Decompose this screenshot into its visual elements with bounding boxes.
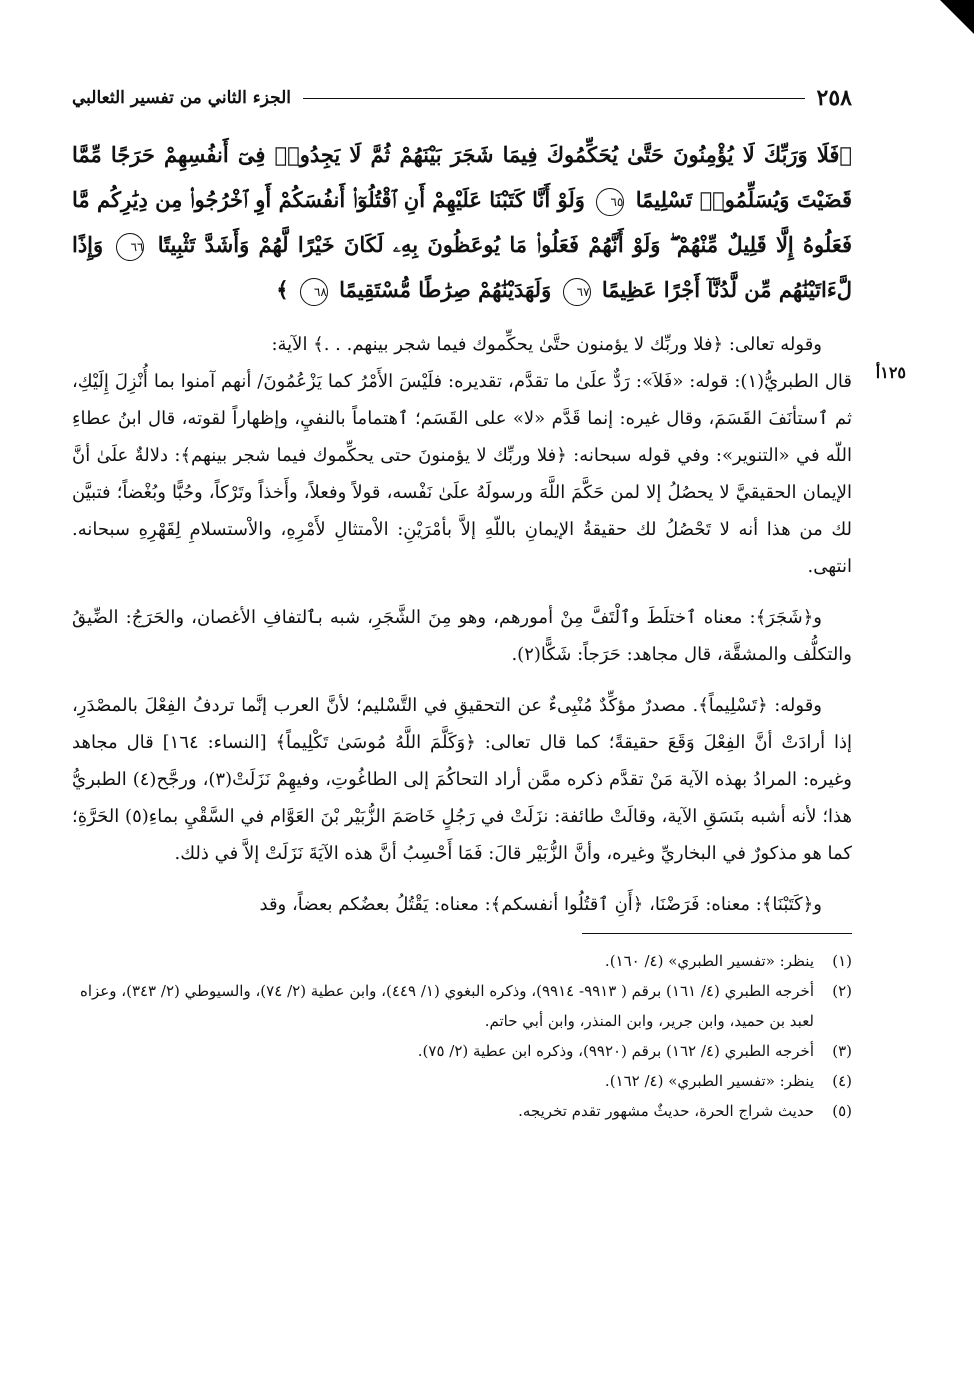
- verse-text: ﴿فَلَا وَرَبِّكَ لَا يُؤْمِنُونَ حَتَّىٰ يُحَكِّمُوكَ فِيمَا شَجَرَ بَيْنَهُمْ ثُمَّ لَا يَجِدُوا۟ فِىٓ أَنفُسِهِمْ حَرَجًا مِّمَّا قَضَيْتَ وَيُسَلِّمُوا۟ تَسْلِيمًا: [72, 142, 853, 212]
- footnote-text: ينظر: «تفسير الطبري» (٤/ ١٦٢).: [604, 1072, 814, 1090]
- commentary-paragraph: و﴿شَجَرَ﴾: معناه ٱختلَطَ وٱلْتَفَّ مِنْ أمورهم، وهو مِنَ الشَّجَرِ، شبه بٱلتفافِ الأغصان، والحَرَجُ: الضِّيقُ والتكلُّف والمشقَّة، قال مجاهد: حَرَجاً: شَكًّا(٢).: [72, 607, 852, 665]
- footnote: [72, 976, 852, 1036]
- header-rule: [303, 98, 805, 99]
- verse-text: وَلَوْ أَنَّا كَتَبْنَا عَلَيْهِمْ أَنِ ٱقْتُلُوٓا۟ أَنفُسَكُمْ أَوِ ٱخْرُجُوا۟ مِن دِيَٰرِكُم مَّا فَعَلُوهُ إِلَّا قَلِيلٌ مِّنْهُمْ ۖ وَلَوْ أَنَّهُمْ فَعَلُوا۟ مَا يُوعَظُونَ بِهِۦ لَكَانَ خَيْرًا لَّهُمْ وَأَشَدَّ تَثْبِيتًا: [72, 187, 853, 257]
- footnote: [72, 1096, 852, 1126]
- ayah-number-marker: ٦٧: [563, 278, 591, 306]
- footnote-text: أخرجه الطبري (٤/ ١٦١) برقم ( ٩٩١٣- ٩٩١٤)، وذكره البغوي (١/ ٤٤٩)، وابن عطية (٢/ ٧٤)، والسيوطي (٢/ ٣٤٣)، وعزاه لعبد بن حميد، وابن جرير، وابن المنذر، وابن أبي حاتم.: [79, 982, 814, 1030]
- page-number: ٢٥٨: [816, 85, 852, 111]
- footnote-text: ينظر: «تفسير الطبري» (٤/ ١٦٠).: [604, 952, 814, 970]
- footnote-separator: [582, 933, 852, 934]
- page-corner-mark: [940, 0, 974, 34]
- footnote-number: (٣): [832, 1042, 852, 1060]
- footnote-number: (٢): [832, 982, 852, 1000]
- ayah-number-marker: ٦٥: [596, 188, 624, 216]
- footnote-number: (٥): [832, 1102, 852, 1120]
- verse-text: وَإِذًا لَّءَاتَيْنَٰهُم مِّن لَّدُنَّآ أَجْرًا عَظِيمًا: [72, 232, 852, 302]
- footnote-number: (٤): [832, 1072, 852, 1090]
- quran-verses: [72, 132, 852, 312]
- running-header: [72, 78, 852, 118]
- commentary-paragraph: وقوله تعالى: ﴿فلا وربِّك لا يؤمنون حتَّىٰ يحكِّموك فيما شجر بينهم. . .﴾ الآية:: [271, 334, 822, 355]
- ayah-number-marker: ٦٦: [116, 233, 144, 261]
- footnote-text: حديث شراج الحرة، حديثٌ مشهور تقدم تخريجه.: [518, 1102, 814, 1120]
- book-page: [72, 78, 906, 1126]
- running-title: الجزء الثاني من تفسير الثعالبي: [72, 88, 291, 108]
- footnotes: [72, 946, 852, 1126]
- ayah-number-marker: ٦٨: [300, 278, 328, 306]
- commentary-paragraph: قال الطبريُّ(١): قوله: «فَلاَ»: رَدٌّ علَىٰ ما تقدَّم، تقديره: فلَيْسَ الأَمْرُ كما يَزْعُمُونَ/ أنهم آمنوا بما أُنْزِلَ إِلَيْكِ، ثم ٱستأنَفَ القَسَمَ، وقال غيره: إنما قَدَّم «لا» على القَسَم؛ ٱهتماماً بالنفيِ، وإظهاراً لقوته، قال ابنُ عطاءِ اللّه في «التنوير»: وفي قوله سبحانه: ﴿فلا وربِّك لا يؤمنونَ حتى يحكِّموك فيما شجر بينهم﴾: دلالةٌ علَىٰ أنَّ الإيمان الحقيقيَّ لا يحصُلُ إلا لمن حَكَّمَ اللَّهَ ورسولَهُ علَىٰ نَفْسه، قولاً وفعلاً، وأَخذاً وتَرْكاً، وحُبًّا وبُغْضاً؛ فتبيَّن لك من هذا أنه لا تَحْصُلُ لك حقيقةُ الإيمانِ باللّهِ إلاَّ بأمْرَيْنِ: الاْمتثالِ لأَمْرِهِ، والاْستسلامِ لِقَهْرِهِ سبحانه. انتهى.: [72, 371, 852, 577]
- margin-folio-number: ١٢٥أ: [875, 363, 906, 382]
- footnote-text: أخرجه الطبري (٤/ ١٦٢) برقم (٩٩٢٠)، وذكره ابن عطية (٢/ ٧٥).: [417, 1042, 814, 1060]
- footnote-number: (١): [832, 952, 852, 970]
- commentary-paragraph: وقوله: ﴿تَسْلِيماً﴾. مصدرٌ مؤكِّدٌ مُنْبِىءٌ عن التحقيقِ في التَّسْليم؛ لأنَّ العرب إنَّما تردفُ الفِعْلَ بالمصْدَرِ، إذا أرادَتْ أنَّ الفِعْلَ وَقَعَ حقيقةً؛ كما قال تعالى: ﴿وَكَلَّمَ اللَّهُ مُوسَىٰ تَكْلِيماً﴾ [النساء: ١٦٤] قال مجاهد وغيره: المرادُ بهذه الآية مَنْ تقدَّم ذكره ممَّن أراد التحاكُمَ إلى الطاغُوتِ، وفيهِمْ نَزَلَتْ(٣)، ورجَّح(٤) الطبريُّ هذا؛ لأنه أشبه بنَسَقِ الآية، وقالَتْ طائفة: نزَلَتْ في رَجُلٍ خَاصَمَ الزُّبَيْر بْنَ العَوَّام في السَّقْيِ بماءِ(٥) الحَرَّةِ؛ كما هو مذكورٌ في البخاريِّ وغيره، وأنَّ الزُّبَيْر قالَ: فَمَا أَحْسِبُ أنَّ هذه الآيَةَ نَزَلَتْ إلاَّ في ذلك.: [72, 695, 852, 864]
- verse-text: وَلَهَدَيْنَٰهُمْ صِرَٰطًا مُّسْتَقِيمًا: [339, 277, 552, 302]
- footnote: [72, 946, 852, 976]
- footnote: [72, 1066, 852, 1096]
- commentary-paragraph: و﴿كَتَبْنَا﴾: معناه: فَرَضْنَا، ﴿أَنِ ٱقتُلُوا أنفسكم﴾: معناه: يَقْتُلُ بعضُكم بعضاً، وقد: [259, 894, 822, 915]
- footnote: [72, 1036, 852, 1066]
- verse-close-bracket: ﴾: [276, 277, 289, 302]
